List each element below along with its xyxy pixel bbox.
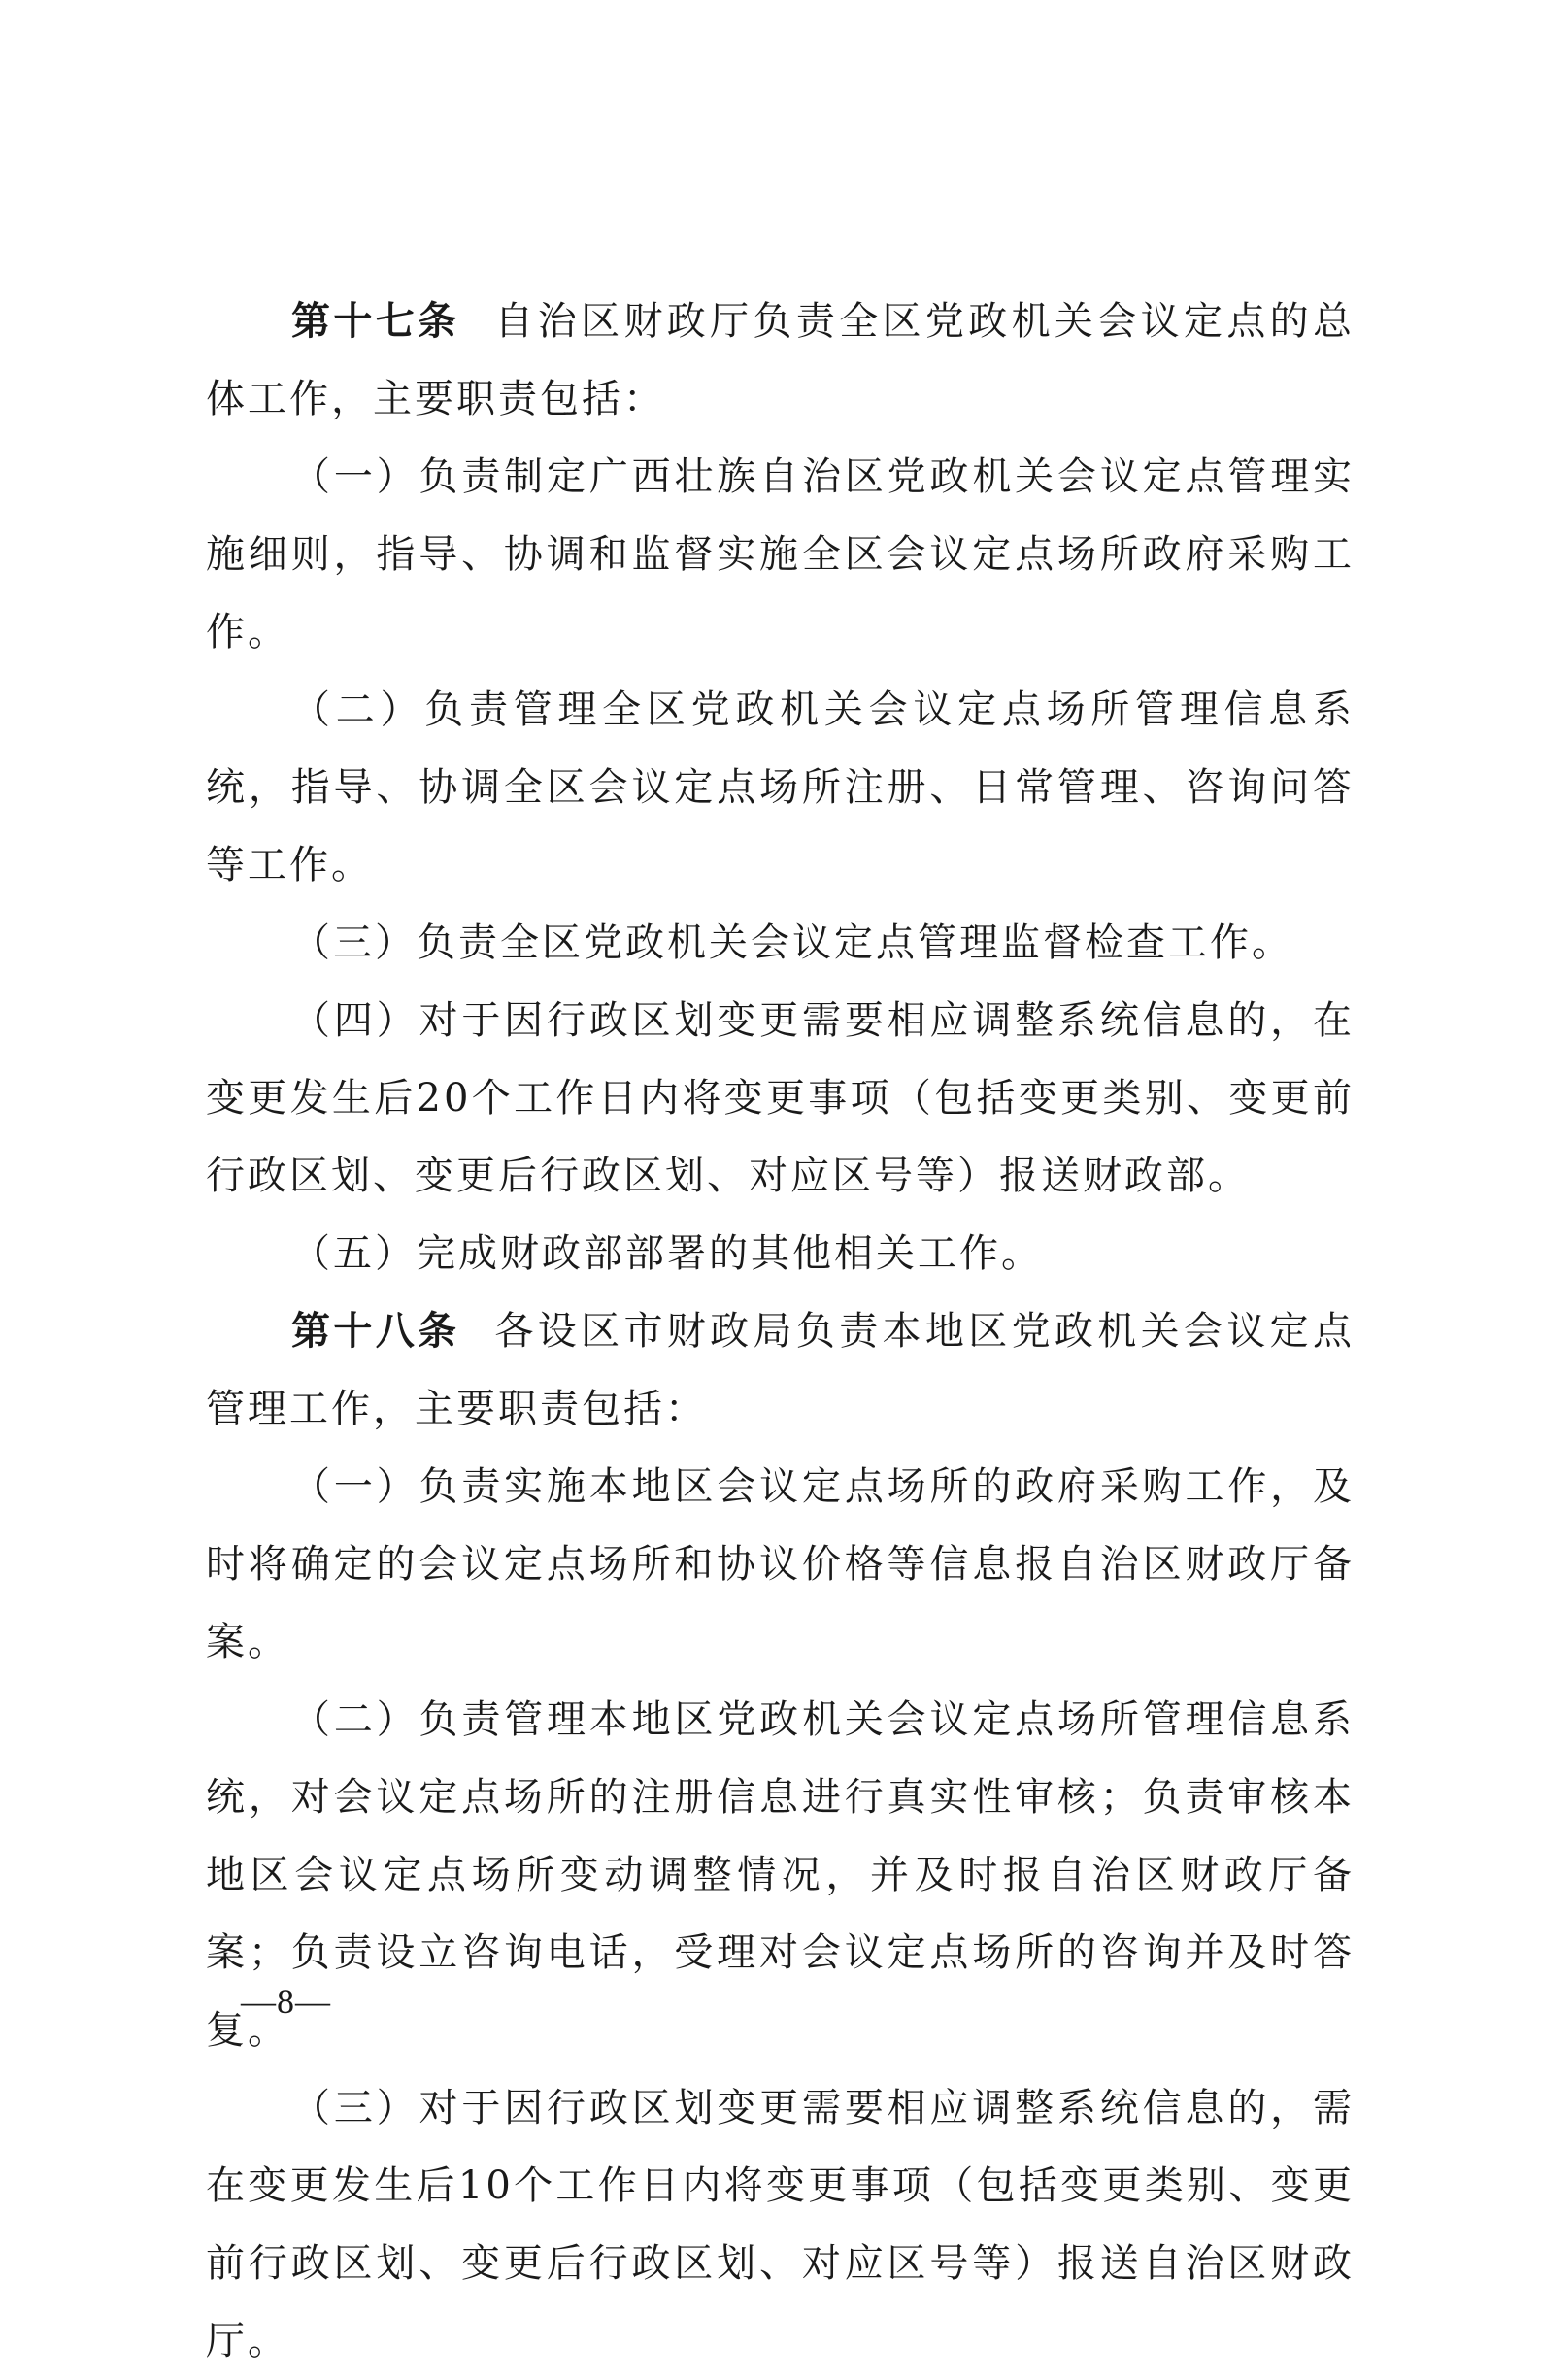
article-18-paragraph — [206, 1292, 1355, 1448]
paragraph-text: 自治区财政厅负责全区党政机关会议定点的总体工作，主要职责包括： — [206, 299, 1356, 421]
paragraph-text: 各设区市财政局负责本地区党政机关会议定点管理工作，主要职责包括： — [206, 1309, 1356, 1431]
paragraph-text: （二）负责管理本地区党政机关会议定点场所管理信息系统，对会议定点场所的注册信息进行真实性审核；负责审核本地区会议定点场所变动调整情况，并及时报自治区财政厅备案；负责设立咨询电话，受理对会议定点场所的咨询并及时答复。 — [206, 1697, 1355, 2053]
paragraph-text: （五）完成财政部部署的其他相关工作。 — [291, 1231, 1043, 1276]
document-body — [206, 283, 1355, 2380]
paragraph-text: （二）负责管理全区党政机关会议定点场所管理信息系统，指导、协调全区会议定点场所注册、日常管理、咨询问答等工作。 — [206, 687, 1355, 888]
article-18-item-2 — [206, 1681, 1355, 2069]
article-17-item-3 — [206, 904, 1355, 982]
article-17-paragraph — [206, 283, 1355, 438]
article-17-item-5 — [206, 1215, 1355, 1292]
article-heading: 第十八条 — [291, 1309, 460, 1354]
article-17-item-4 — [206, 982, 1355, 1215]
paragraph-text: （四）对于因行政区划变更需要相应调整系统信息的，在变更发生后20个工作日内将变更事项（包括变更类别、变更前行政区划、变更后行政区划、对应区号等）报送财政部。 — [206, 998, 1355, 1198]
paragraph-text: （三）对于因行政区划变更需要相应调整系统信息的，需在变更发生后10个工作日内将变更事项（包括变更类别、变更前行政区划、变更后行政区划、对应区号等）报送自治区财政厅。 — [206, 2086, 1355, 2363]
paragraph-text: （一）负责实施本地区会议定点场所的政府采购工作，及时将确定的会议定点场所和协议价格等信息报自治区财政厅备案。 — [206, 1464, 1355, 1664]
page-number: —8— — [241, 1982, 331, 2021]
article-17-item-2 — [206, 671, 1355, 904]
article-heading: 第十七条 — [291, 299, 460, 344]
paragraph-text: （一）负责制定广西壮族自治区党政机关会议定点管理实施细则，指导、协调和监督实施全区会议定点场所政府采购工作。 — [206, 454, 1355, 654]
paragraph-text: （三）负责全区党政机关会议定点管理监督检查工作。 — [291, 921, 1293, 965]
article-18-item-3 — [206, 2069, 1355, 2380]
article-18-item-1 — [206, 1448, 1355, 1681]
article-17-item-1 — [206, 438, 1355, 671]
